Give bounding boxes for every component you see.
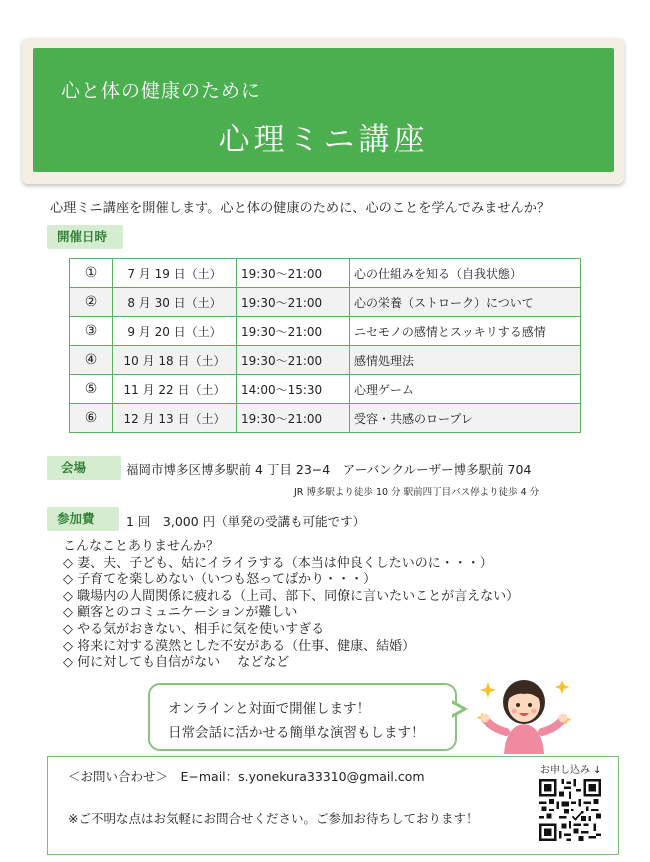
header-banner (33, 48, 614, 172)
qr-code-icon[interactable] (539, 779, 601, 841)
list-item: ◇ 子育てを楽しめない（いつも怒ってばかり・・・） (63, 572, 377, 588)
concerns-list (63, 539, 519, 672)
woman-illustration-icon (474, 668, 574, 754)
session-time: 19:30～21:00 (237, 346, 350, 375)
list-item: ◇ 将来に対する漠然とした不安がある（仕事、健康、結婚） (63, 638, 416, 654)
session-time: 19:30～21:00 (237, 288, 350, 317)
session-number: ② (70, 288, 113, 317)
session-topic: 心の仕組みを知る（自我状態） (350, 259, 581, 288)
session-topic: 受容・共感のロープレ (350, 404, 581, 433)
contact-email[interactable]: ＜お問い合わせ＞ E−mail：s.yonekura33310@gmail.com (68, 769, 425, 784)
session-time: 19:30～21:00 (237, 259, 350, 288)
bubble-tail-inner (451, 703, 462, 715)
bubble-line-1: オンラインと対面で開催します！ (168, 701, 371, 717)
list-item: ◇ 職場内の人間関係に疲れる（上司、部下、同僚に言いたいことが言えない） (63, 588, 520, 604)
session-date: 10 月 18 日（土） (113, 346, 237, 375)
table-row (70, 375, 581, 404)
session-number: ⑥ (70, 404, 113, 433)
dates-label: 開催日時 (47, 225, 123, 249)
list-item: ◇ やる気がおきない、相手に気を使いすぎる (63, 621, 325, 637)
venue-address: 福岡市博多区博多駅前 4 丁目 23−4 アーバンクルーザー博多駅前 704 (126, 462, 532, 477)
bubble-line-2: 日常会話に活かせる簡単な演習もします！ (168, 725, 425, 741)
table-row (70, 317, 581, 346)
session-time: 19:30～21:00 (237, 404, 350, 433)
session-number: ⑤ (70, 375, 113, 404)
session-topic: ニセモノの感情とスッキリする感情 (350, 317, 581, 346)
list-item: ◇ 顧客とのコミュニケーションが難しい (63, 605, 298, 621)
session-date: 12 月 13 日（土） (113, 404, 237, 433)
session-date: 7 月 19 日（土） (113, 259, 237, 288)
table-row (70, 259, 581, 288)
session-number: ④ (70, 346, 113, 375)
table-row (70, 346, 581, 375)
fee-text: 1 回 3,000 円（単発の受講も可能です） (126, 514, 366, 529)
banner-title: 心理ミニ講座 (218, 122, 429, 158)
session-date: 9 月 20 日（土） (113, 317, 237, 346)
session-time: 19:30～21:00 (237, 317, 350, 346)
concerns-heading: こんなことありませんか？ (63, 539, 220, 554)
intro-text: 心理ミニ講座を開催します。心と体の健康のために、心のことを学んでみませんか？ (50, 201, 551, 216)
fee-label: 参加費 (47, 507, 119, 531)
qr-label: お申し込み ↓ (540, 765, 602, 776)
session-number: ③ (70, 317, 113, 346)
table-row (70, 288, 581, 317)
contact-note: ※ご不明な点はお気軽にお問合せください。ご参加お待ちしております！ (68, 811, 479, 826)
contact-box (47, 756, 619, 855)
list-item: ◇ 何に対しても自信がない などなど (63, 655, 290, 671)
schedule-table (69, 258, 581, 433)
session-number: ① (70, 259, 113, 288)
session-topic: 心の栄養（ストローク）について (350, 288, 581, 317)
banner-subtitle: 心と体の健康のために (61, 80, 262, 102)
speech-bubble (148, 683, 457, 751)
venue-access: JR 博多駅より徒歩 10 分 駅前四丁目バス停より徒歩 4 分 (294, 487, 540, 498)
session-topic: 感情処理法 (350, 346, 581, 375)
session-date: 11 月 22 日（土） (113, 375, 237, 404)
session-time: 14:00～15:30 (237, 375, 350, 404)
session-date: 8 月 30 日（土） (113, 288, 237, 317)
venue-label: 会場 (47, 456, 121, 480)
table-row (70, 404, 581, 433)
session-topic: 心理ゲーム (350, 375, 581, 404)
list-item: ◇ 妻、夫、子ども、姑にイライラする（本当は仲良くしたいのに・・・） (63, 555, 493, 571)
